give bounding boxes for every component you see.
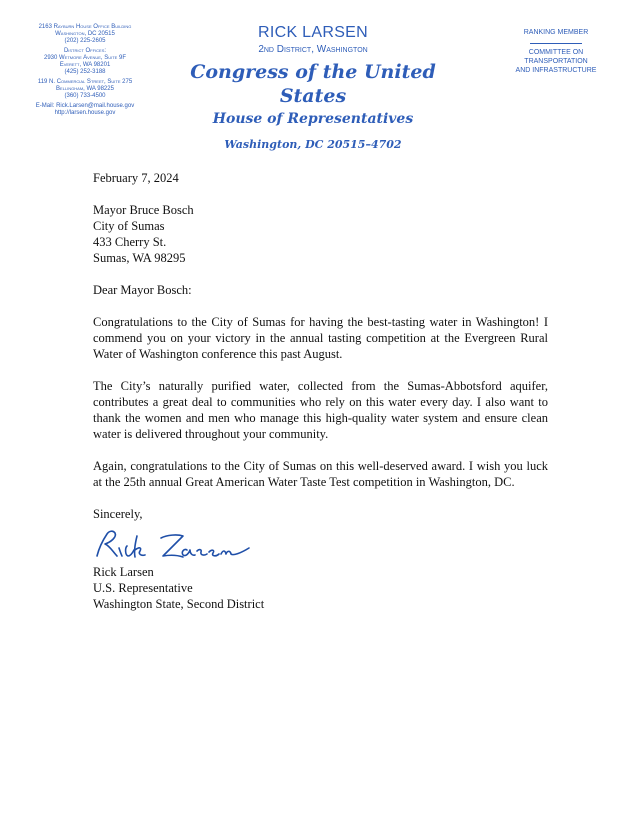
recipient-name: Mayor Bruce Bosch xyxy=(93,203,194,217)
district-offices-label: District Offices: xyxy=(63,48,107,54)
salutation: Dear Mayor Bosch: xyxy=(93,283,192,297)
dc-address: Washington, DC 20515–4702 xyxy=(224,138,402,151)
committee-line1: COMMITTEE ON xyxy=(528,49,584,56)
representative-name: RICK LARSEN xyxy=(258,24,368,41)
recipient-city: Sumas, WA 98295 xyxy=(93,251,186,265)
bellingham-line1: 119 N. Commercial Street, Suite 275 xyxy=(37,79,133,85)
house-heading: House of Representatives xyxy=(212,111,414,127)
paragraph-3: Again, congratulations to the City of Sumas on this well-deserved award. I wish you luck at the 25th annual Great American Water Taste Test competition in Washington, DC. xyxy=(93,459,548,489)
letter-date: February 7, 2024 xyxy=(93,171,179,185)
committee-line2: TRANSPORTATION xyxy=(524,58,588,65)
signer-district: Washington State, Second District xyxy=(93,597,265,611)
website-url: http://larsen.house.gov xyxy=(54,110,116,116)
everett-phone: (425) 252-3188 xyxy=(64,69,106,75)
handwritten-signature xyxy=(91,526,251,566)
closing: Sincerely, xyxy=(93,507,143,521)
signer-name: Rick Larsen xyxy=(93,565,154,579)
committee-info xyxy=(500,28,612,75)
congress-heading: Congress of the United States xyxy=(190,61,436,107)
letterhead-title xyxy=(163,24,463,152)
district-label: 2nd District, Washington xyxy=(258,44,368,55)
recipient-street: 433 Cherry St. xyxy=(93,235,167,249)
signature-block xyxy=(93,564,548,612)
dc-office-line1: 2163 Rayburn House Office Building xyxy=(38,24,132,30)
dc-office-phone: (202) 225-2605 xyxy=(64,38,106,44)
ranking-member-title: RANKING MEMBER xyxy=(523,29,589,36)
recipient-org: City of Sumas xyxy=(93,219,165,233)
bellingham-phone: (360) 733-4500 xyxy=(64,93,106,99)
bellingham-line2: Bellingham, WA 98225 xyxy=(56,86,114,92)
paragraph-2: The City’s naturally purified water, collected from the Sumas-Abbotsford aquifer, contributes a great deal to communities who rely on this water every day. I also want to thank the women and men who manage this high-quality water system and ensure clean water is delivered throughout your community. xyxy=(93,379,548,441)
committee-divider xyxy=(530,43,582,44)
everett-line1: 2930 Wetmore Avenue, Suite 9F xyxy=(43,55,127,61)
signer-title: U.S. Representative xyxy=(93,581,193,595)
paragraph-1: Congratulations to the City of Sumas for having the best-tasting water in Washington! I commend you on your victory in the annual tasting competition at the Evergreen Rural Water of Washington conference this past August. xyxy=(93,315,548,361)
recipient-address xyxy=(93,202,548,266)
email-address: E-Mail: Rick.Larsen@mail.house.gov xyxy=(35,103,135,109)
everett-line2: Everett, WA 98201 xyxy=(59,62,111,68)
committee-line3: AND INFRASTRUCTURE xyxy=(515,67,597,74)
dc-office-line2: Washington, DC 20515 xyxy=(55,31,115,37)
letter-body xyxy=(93,170,548,612)
office-addresses xyxy=(20,24,150,117)
